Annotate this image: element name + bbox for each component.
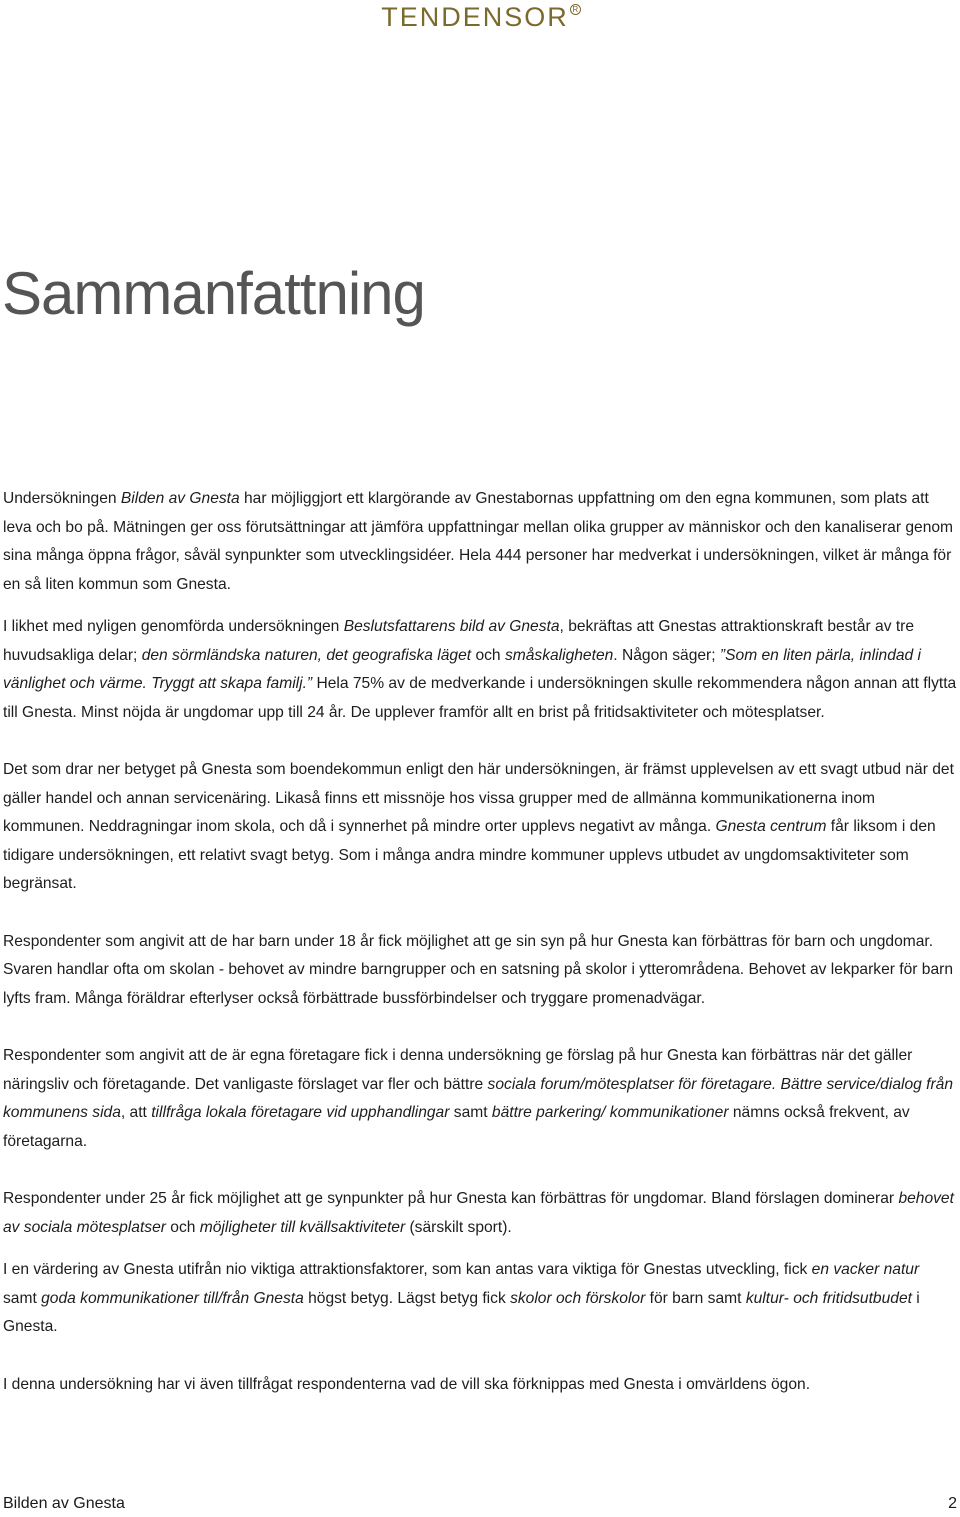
summary-body — [3, 485, 957, 1413]
emphasis-text: sociala forum/mötesplatser för företagare. — [487, 1075, 777, 1093]
body-text: för barn samt — [645, 1289, 746, 1307]
footer-document-title: Bilden av Gnesta — [3, 1495, 125, 1512]
body-text: . Någon säger; — [613, 646, 720, 664]
header-logo — [0, 2, 960, 36]
body-text: , att — [120, 1104, 152, 1121]
page-title: Sammanfattning — [2, 260, 425, 327]
body-text: Respondenter som angivit att de har barn under 18 år fick möjlighet att ge sin syn på hur Gnesta kan förbättras för barn och ungdomar. Svaren handlar ofta om skolan - behovet av mindre barngrupper och en satsning på skolor i ytterområdena. Behovet av lekparker för barn lyfts fram. Många föräldrar efterlyser också förbättrade bussförbindelser och tryggare promenadvägar. — [3, 932, 954, 1007]
paragraph-business — [3, 1042, 957, 1156]
paragraph-youth — [3, 1185, 957, 1242]
emphasis-text: bättre parkering/ kommunikationer — [491, 1104, 729, 1121]
body-text: får liksom i den tidigare undersökningen, ett relativt svagt betyg. Som i många andra mindre kommuner upplevs utbudet av ungdomsaktiviteter som begränsat. — [3, 818, 936, 892]
emphasis-text: Gnesta centrum — [715, 818, 827, 835]
paragraph-attraction — [3, 613, 957, 727]
body-text: Respondenter under 25 år fick möjlighet att ge synpunkter på hur Gnesta kan förbättras för ungdomar. Bland förslagen dominerar — [3, 1190, 899, 1207]
body-text: Undersökningen — [3, 490, 121, 507]
emphasis-text: den sörmländska naturen, det geografiska läget — [141, 646, 472, 664]
body-text: , bekräftas att Gnestas attraktionskraft består av tre huvudsakliga delar; — [3, 618, 915, 664]
footer-page-number: 2 — [948, 1495, 957, 1512]
emphasis-text: Beslutsfattarens bild av Gnesta — [343, 618, 560, 635]
emphasis-text: ”Som en liten pärla, inlindad i vänlighet och värme. Tryggt att skapa familj.” — [3, 646, 922, 692]
body-text: har möjliggjort ett klargörande av Gnestabornas uppfattning om den egna kommunen, som plats att leva och bo på. Mätningen ger oss förutsättningar att jämföra uppfattningar mellan olika grupper av människor och den kanaliserar genom sina många öppna frågor, såväl synpunkter som utvecklingsidéer. Hela 444 personer har medverkat i undersökningen, vilket är många för en så liten kommun som Gnesta. — [3, 490, 954, 593]
brand-logo — [381, 2, 579, 32]
paragraph-image — [3, 1371, 957, 1400]
body-text: samt — [449, 1104, 492, 1121]
body-text: Det som drar ner betyget på Gnesta som boendekommun enligt den här undersökningen, är främst upplevelsen av ett svagt utbud när det gäller handel och annan servicenäring. Likaså finns ett missnöje hos vissa grupper med de allmänna kommunikationerna inom kommunen. Neddragningar inom skola, och då i synnerhet på mindre orter upplevs negativt av många. — [3, 761, 954, 835]
body-text: I likhet med nyligen genomförda undersökningen — [3, 618, 344, 635]
paragraph-children — [3, 928, 957, 1014]
body-text: och — [165, 1218, 200, 1236]
emphasis-text: goda kommunikationer till/från Gnesta — [41, 1289, 304, 1307]
body-text: samt — [3, 1289, 42, 1307]
emphasis-text: tillfråga lokala företagare vid upphandlingar — [151, 1104, 450, 1121]
paragraph-drawbacks — [3, 756, 957, 899]
emphasis-text: Bättre service/dialog från kommunens sida — [3, 1075, 953, 1121]
body-text: i Gnesta. — [3, 1289, 920, 1335]
paragraph-factors — [3, 1256, 957, 1342]
body-text: (särskilt sport). — [405, 1218, 512, 1236]
emphasis-text: en vacker natur — [811, 1261, 920, 1278]
body-text: och — [471, 646, 505, 664]
registered-mark-icon: R — [570, 4, 581, 15]
emphasis-text: kultur- och fritidsutbudet — [745, 1289, 912, 1307]
emphasis-text: skolor och förskolor — [510, 1289, 646, 1307]
body-text: högst betyg. Lägst betyg fick — [303, 1289, 511, 1307]
body-text: I denna undersökning har vi även tillfrågat respondenterna vad de vill ska förknippas med Gnesta i omvärldens ögon. — [3, 1375, 811, 1393]
emphasis-text: behovet av sociala mötesplatser — [3, 1190, 954, 1236]
body-text: Respondenter som angivit att de är egna företagare fick i denna undersökning ge förslag på hur Gnesta kan förbättras när det gäller näringsliv och företagande. Det vanligaste förslaget var fler och bättre — [3, 1047, 913, 1093]
logo-text: TENDENSOR — [381, 2, 569, 32]
emphasis-text: småskaligheten — [504, 646, 614, 664]
body-text: I en värdering av Gnesta utifrån nio viktiga attraktionsfaktorer, som kan antas vara viktiga för Gnestas utveckling, fick — [3, 1261, 812, 1278]
emphasis-text: möjligheter till kvällsaktiviteter — [199, 1218, 406, 1236]
body-text: Hela 75% av de medverkande i undersökningen skulle rekommendera någon annan att flytta till Gnesta. Minst nöjda är ungdomar upp till 24 år. De upplever framför allt en brist på fritidsaktiviteter och mötesplatser. — [3, 675, 957, 721]
paragraph-intro — [3, 485, 957, 599]
body-text: nämns också frekvent, av företagarna. — [3, 1104, 910, 1150]
emphasis-text: Bilden av Gnesta — [120, 490, 240, 507]
